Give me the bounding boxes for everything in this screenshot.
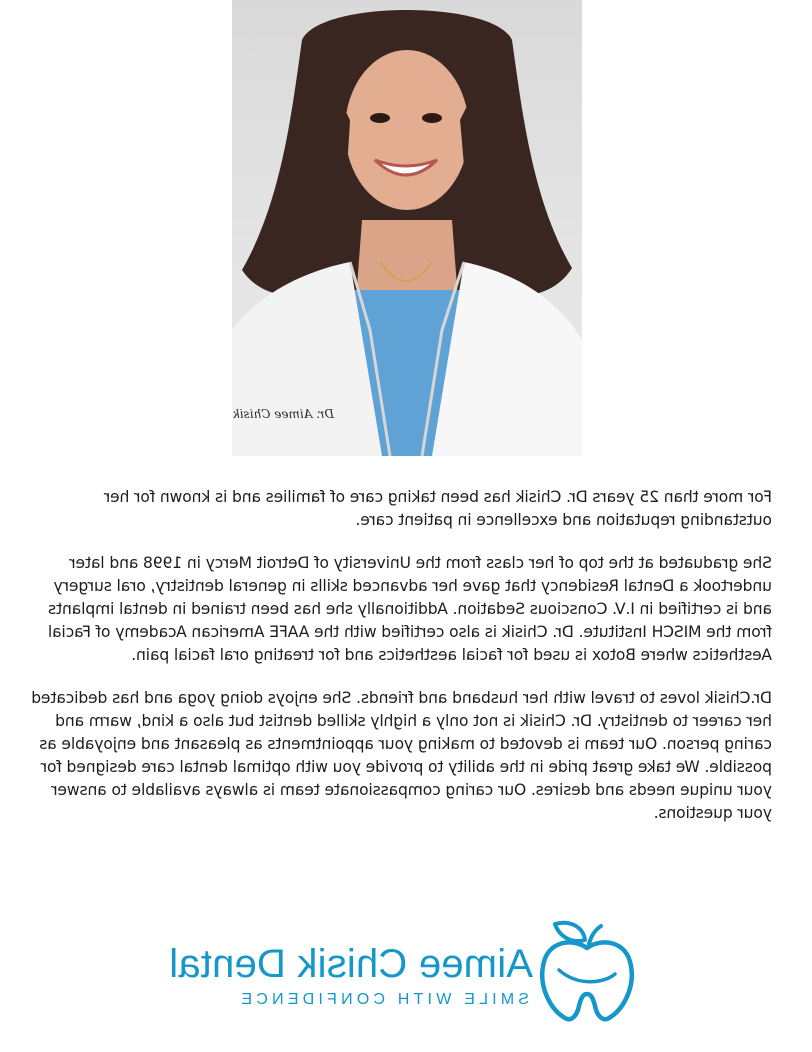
- practice-logo: [167, 918, 637, 1026]
- eye-right: [370, 113, 390, 123]
- bio-paragraph-2: She graduated at the top of her class from the University of Detroit Mercy in 1998 and later undertook a Dental Residency that gave her advanced skills in general dentistry, oral surgery and is certified in I.V. Conscious Sedation. Additionally she has been trained in dental implants from the MISCH Institute. Dr. Chisik is also certified with the AAFE American Academy of Facial Aesthetics where Botox is used for facial aesthetics and for treating oral facial pain.: [48, 554, 772, 664]
- eye-left: [422, 113, 442, 123]
- portrait-illustration: [232, 0, 582, 456]
- doctor-portrait: [232, 0, 582, 456]
- apple-tooth-icon: [537, 918, 637, 1026]
- bio-paragraph-3: Dr.Chisik loves to travel with her husband and friends. She enjoys doing yoga and has dedicated her career to dentistry. Dr. Chisik is not only a highly skilled dentist but also a kind, warm and caring person. Our team is devoted to making your appointments as pleasant and enjoyable as possible. We take great pride in the ability to provide you with optimal dental care designed for your unique needs and desires. Our caring compassionate team is always available to answer your questions.: [31, 689, 772, 822]
- bio-paragraph-1: For more than 25 years Dr. Chisik has been taking care of families and is known for her outstanding reputation and excellence in patient care.: [103, 488, 772, 529]
- neck: [356, 220, 458, 300]
- face: [345, 50, 469, 210]
- coat-signature: Dr. Aimee Chisik: [232, 407, 334, 421]
- logo-tagline: SMILE WITH CONFIDENCE: [237, 991, 529, 1008]
- logo-name: Aimee Chisik Dental: [169, 942, 533, 986]
- biography: [28, 486, 772, 845]
